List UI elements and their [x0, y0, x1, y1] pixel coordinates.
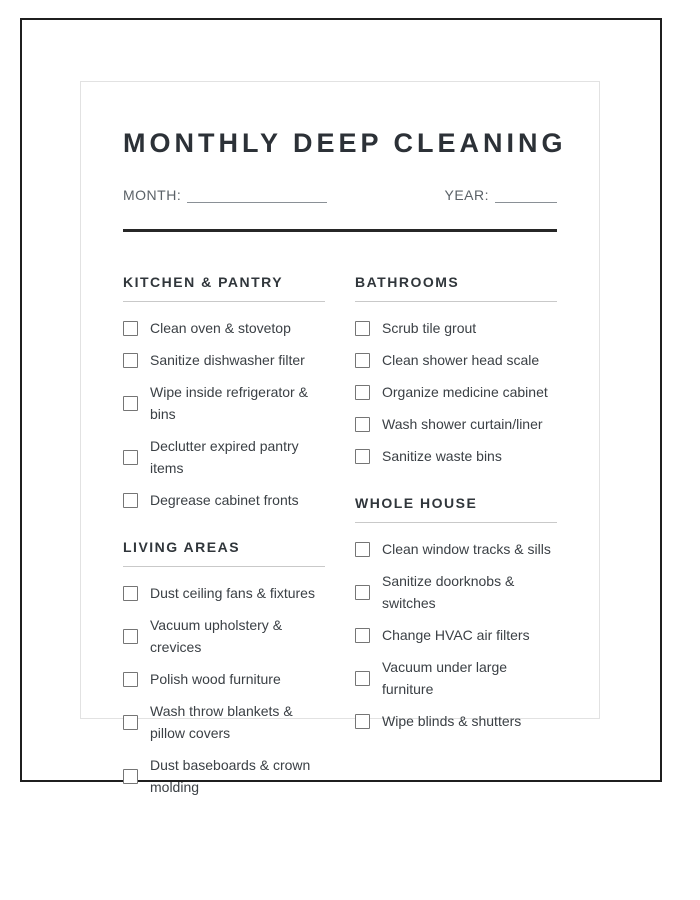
checklist-item — [355, 445, 557, 467]
checkbox-degrease-cabinet-fronts[interactable] — [123, 493, 138, 508]
checklist-item — [123, 754, 325, 798]
checkbox-wash-shower-curtain-liner[interactable] — [355, 417, 370, 432]
checkbox-wash-throw-blankets-pillow-covers[interactable] — [123, 715, 138, 730]
checklist-item — [355, 381, 557, 403]
checkbox-clean-oven-stovetop[interactable] — [123, 321, 138, 336]
left-column — [123, 274, 325, 808]
checkbox-dust-baseboards-crown-molding[interactable] — [123, 769, 138, 784]
year-field — [444, 187, 557, 203]
checklist-item-label: Polish wood furniture — [150, 671, 281, 687]
page-title: MONTHLY DEEP CLEANING — [123, 128, 567, 158]
checkbox-vacuum-under-large-furniture[interactable] — [355, 671, 370, 686]
checkbox-clean-shower-head-scale[interactable] — [355, 353, 370, 368]
year-label: YEAR: — [444, 187, 489, 203]
checkbox-dust-ceiling-fans-fixtures[interactable] — [123, 586, 138, 601]
checklist-item — [355, 570, 557, 614]
checklist-item-label: Wash shower curtain/liner — [382, 416, 543, 432]
checkbox-wipe-inside-refrigerator-bins[interactable] — [123, 396, 138, 411]
checklist-item-label: Dust baseboards & crown molding — [150, 757, 311, 795]
checklist-item — [123, 349, 325, 371]
checklist-item-label: Sanitize waste bins — [382, 448, 502, 464]
checkbox-sanitize-waste-bins[interactable] — [355, 449, 370, 464]
checklist-item-label: Dust ceiling fans & fixtures — [150, 585, 315, 601]
checklist-item-label: Organize medicine cabinet — [382, 384, 548, 400]
checklist-card — [80, 81, 600, 795]
checkbox-sanitize-doorknobs-switches[interactable] — [355, 585, 370, 600]
checklist-item — [123, 614, 325, 658]
section-bathrooms — [355, 274, 557, 467]
month-blank-line — [187, 187, 327, 203]
checklist-item-label: Vacuum under large furniture — [382, 659, 508, 697]
section-title-living-areas: LIVING AREAS — [123, 539, 325, 567]
checklist-item-label: Degrease cabinet fronts — [150, 492, 299, 508]
checklist-kitchen-pantry — [123, 317, 325, 511]
checklist-item — [123, 489, 325, 511]
section-title-bathrooms: BATHROOMS — [355, 274, 557, 302]
checkbox-vacuum-upholstery-crevices[interactable] — [123, 629, 138, 644]
checklist-item — [123, 582, 325, 604]
checklist-item-label: Clean oven & stovetop — [150, 320, 291, 336]
checklist-item-label: Sanitize doorknobs & switches — [382, 573, 515, 611]
checklist-whole-house — [355, 538, 557, 732]
checkbox-clean-window-tracks-sills[interactable] — [355, 542, 370, 557]
checklist-item-label: Declutter expired pantry items — [150, 438, 299, 476]
checklist-item — [355, 317, 557, 339]
checkbox-scrub-tile-grout[interactable] — [355, 321, 370, 336]
checkbox-wipe-blinds-shutters[interactable] — [355, 714, 370, 729]
checklist-bathrooms — [355, 317, 557, 467]
section-whole-house — [355, 495, 557, 732]
section-kitchen-pantry — [123, 274, 325, 511]
checklist-item — [355, 538, 557, 560]
checklist-item — [123, 668, 325, 690]
checklist-item-label: Wipe blinds & shutters — [382, 713, 522, 729]
checklist-item-label: Wash throw blankets & pillow covers — [150, 703, 293, 741]
checkbox-change-hvac-air-filters[interactable] — [355, 628, 370, 643]
checklist-item-label: Clean window tracks & sills — [382, 541, 551, 557]
section-title-whole-house: WHOLE HOUSE — [355, 495, 557, 523]
checklist-item — [123, 317, 325, 339]
checklist-item-label: Vacuum upholstery & crevices — [150, 617, 283, 655]
checkbox-declutter-expired-pantry-items[interactable] — [123, 450, 138, 465]
checkbox-organize-medicine-cabinet[interactable] — [355, 385, 370, 400]
checklist-item-label: Wipe inside refrigerator & bins — [150, 384, 308, 422]
checkbox-sanitize-dishwasher-filter[interactable] — [123, 353, 138, 368]
month-field — [123, 187, 327, 203]
checklist-item — [355, 413, 557, 435]
right-column — [355, 274, 557, 808]
checklist-item-label: Change HVAC air filters — [382, 627, 530, 643]
checklist-item — [123, 435, 325, 479]
year-blank-line — [495, 187, 557, 203]
month-label: MONTH: — [123, 187, 182, 203]
fields-row — [123, 187, 557, 203]
checklist-item — [123, 700, 325, 744]
checkbox-polish-wood-furniture[interactable] — [123, 672, 138, 687]
section-living-areas — [123, 539, 325, 798]
columns-container — [123, 274, 557, 808]
checklist-item — [355, 710, 557, 732]
header-divider — [123, 229, 557, 232]
checklist-item-label: Scrub tile grout — [382, 320, 477, 336]
checklist-item — [355, 656, 557, 700]
section-title-kitchen-pantry: KITCHEN & PANTRY — [123, 274, 325, 302]
checklist-item-label: Clean shower head scale — [382, 352, 540, 368]
checklist-item — [355, 624, 557, 646]
checklist-item — [123, 381, 325, 425]
checklist-living-areas — [123, 582, 325, 798]
checklist-item — [355, 349, 557, 371]
checklist-item-label: Sanitize dishwasher filter — [150, 352, 305, 368]
